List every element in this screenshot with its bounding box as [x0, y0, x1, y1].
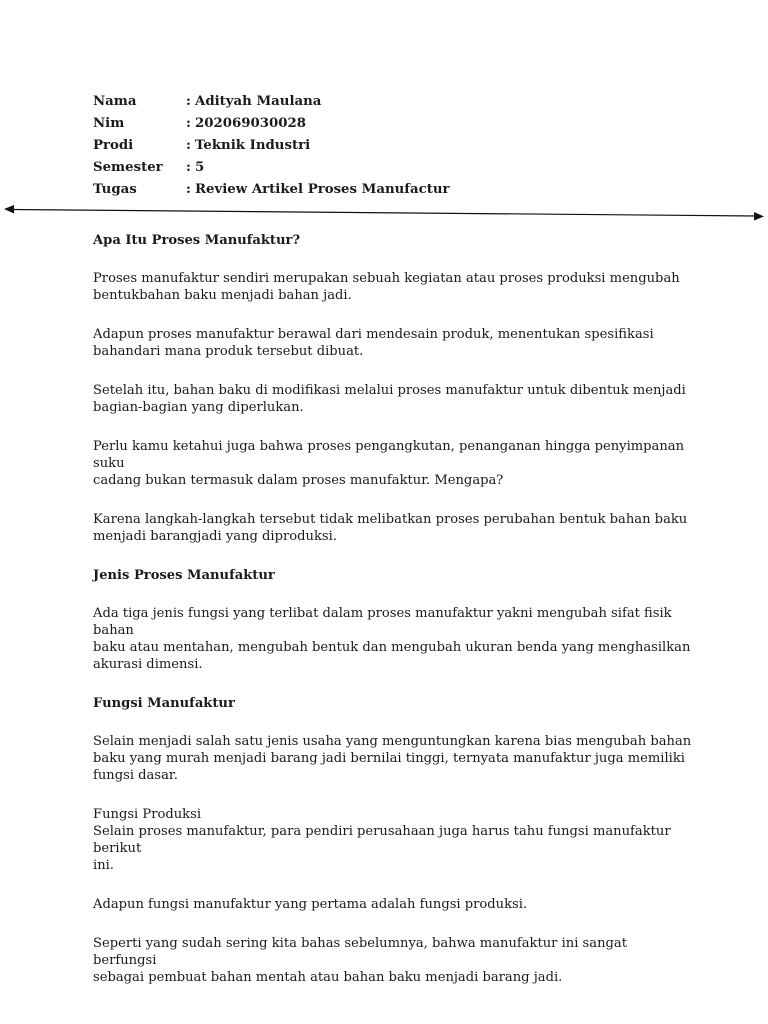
- paragraph: [93, 382, 693, 416]
- text-line: baku yang murah menjadi barang jadi bernilai tinggi, ternyata manufaktur juga memiliki: [93, 751, 685, 766]
- info-label: Prodi: [93, 138, 134, 153]
- text-line: Adapun proses manufaktur berawal dari mendesain produk, menentukan spesifikasi: [93, 327, 654, 342]
- info-label: Nim: [93, 116, 125, 131]
- text-line: cadang bukan termasuk dalam proses manufaktur. Mengapa?: [93, 473, 504, 488]
- text-line: bentukbahan baku menjadi bahan jadi.: [93, 288, 352, 303]
- paragraph: [93, 270, 693, 304]
- info-colon: :: [186, 138, 191, 153]
- info-row-nama: [93, 91, 450, 113]
- info-colon: :: [186, 182, 191, 197]
- section-heading-fungsi: Fungsi Manufaktur: [93, 696, 235, 711]
- text-line: fungsi dasar.: [93, 768, 178, 783]
- text-line: Fungsi Produksi: [93, 807, 202, 822]
- info-value: Adityah Maulana: [195, 94, 322, 109]
- paragraph: [93, 896, 693, 913]
- info-label: Tugas: [93, 182, 137, 197]
- paragraph: [93, 733, 693, 784]
- section-heading-jenis: Jenis Proses Manufaktur: [93, 568, 275, 583]
- text-line: Ada tiga jenis fungsi yang terlibat dalam proses manufaktur yakni mengubah sifat fisik bahan: [93, 606, 672, 638]
- double-arrow-divider: [0, 198, 768, 228]
- info-colon: :: [186, 116, 191, 131]
- text-line: Karena langkah-langkah tersebut tidak melibatkan proses perubahan bentuk bahan baku: [93, 512, 688, 527]
- article-content: [93, 232, 693, 986]
- info-value: 5: [195, 160, 205, 175]
- text-line: akurasi dimensi.: [93, 657, 203, 672]
- info-value: 202069030028: [195, 116, 307, 131]
- info-row-prodi: [93, 135, 450, 157]
- text-line: bahandari mana produk tersebut dibuat.: [93, 344, 364, 359]
- section-heading-apa-itu: Apa Itu Proses Manufaktur?: [93, 233, 301, 248]
- text-line: Proses manufaktur sendiri merupakan sebuah kegiatan atau proses produksi mengubah: [93, 271, 680, 286]
- text-line: menjadi barangjadi yang diproduksi.: [93, 529, 337, 544]
- paragraph: [93, 326, 693, 360]
- info-row-semester: [93, 157, 450, 179]
- paragraph: [93, 438, 693, 489]
- info-label: Nama: [93, 94, 137, 109]
- info-row-nim: [93, 113, 450, 135]
- student-info-block: [93, 91, 450, 201]
- paragraph: [93, 605, 693, 673]
- text-line: baku atau mentahan, mengubah bentuk dan mengubah ukuran benda yang menghasilkan: [93, 640, 691, 655]
- text-line: bagian-bagian yang diperlukan.: [93, 400, 304, 415]
- text-line: Setelah itu, bahan baku di modifikasi melalui proses manufaktur untuk dibentuk menjadi: [93, 383, 686, 398]
- info-value: Review Artikel Proses Manufactur: [195, 182, 450, 197]
- info-colon: :: [186, 160, 191, 175]
- text-line: Seperti yang sudah sering kita bahas sebelumnya, bahwa manufaktur ini sangat berfungsi: [93, 936, 627, 968]
- text-line: Adapun fungsi manufaktur yang pertama adalah fungsi produksi.: [93, 897, 528, 912]
- paragraph: [93, 806, 693, 874]
- text-line: ini.: [93, 858, 114, 873]
- text-line: Perlu kamu ketahui juga bahwa proses pengangkutan, penanganan hingga penyimpanan suku: [93, 439, 685, 471]
- paragraph: [93, 935, 693, 986]
- text-line: sebagai pembuat bahan mentah atau bahan baku menjadi barang jadi.: [93, 970, 563, 985]
- text-line: Selain proses manufaktur, para pendiri perusahaan juga harus tahu fungsi manufaktur berikut: [93, 824, 671, 856]
- paragraph: [93, 511, 693, 545]
- info-label: Semester: [93, 160, 163, 175]
- info-value: Teknik Industri: [195, 138, 311, 153]
- info-colon: :: [186, 94, 191, 109]
- text-line: Selain menjadi salah satu jenis usaha yang menguntungkan karena bias mengubah bahan: [93, 734, 692, 749]
